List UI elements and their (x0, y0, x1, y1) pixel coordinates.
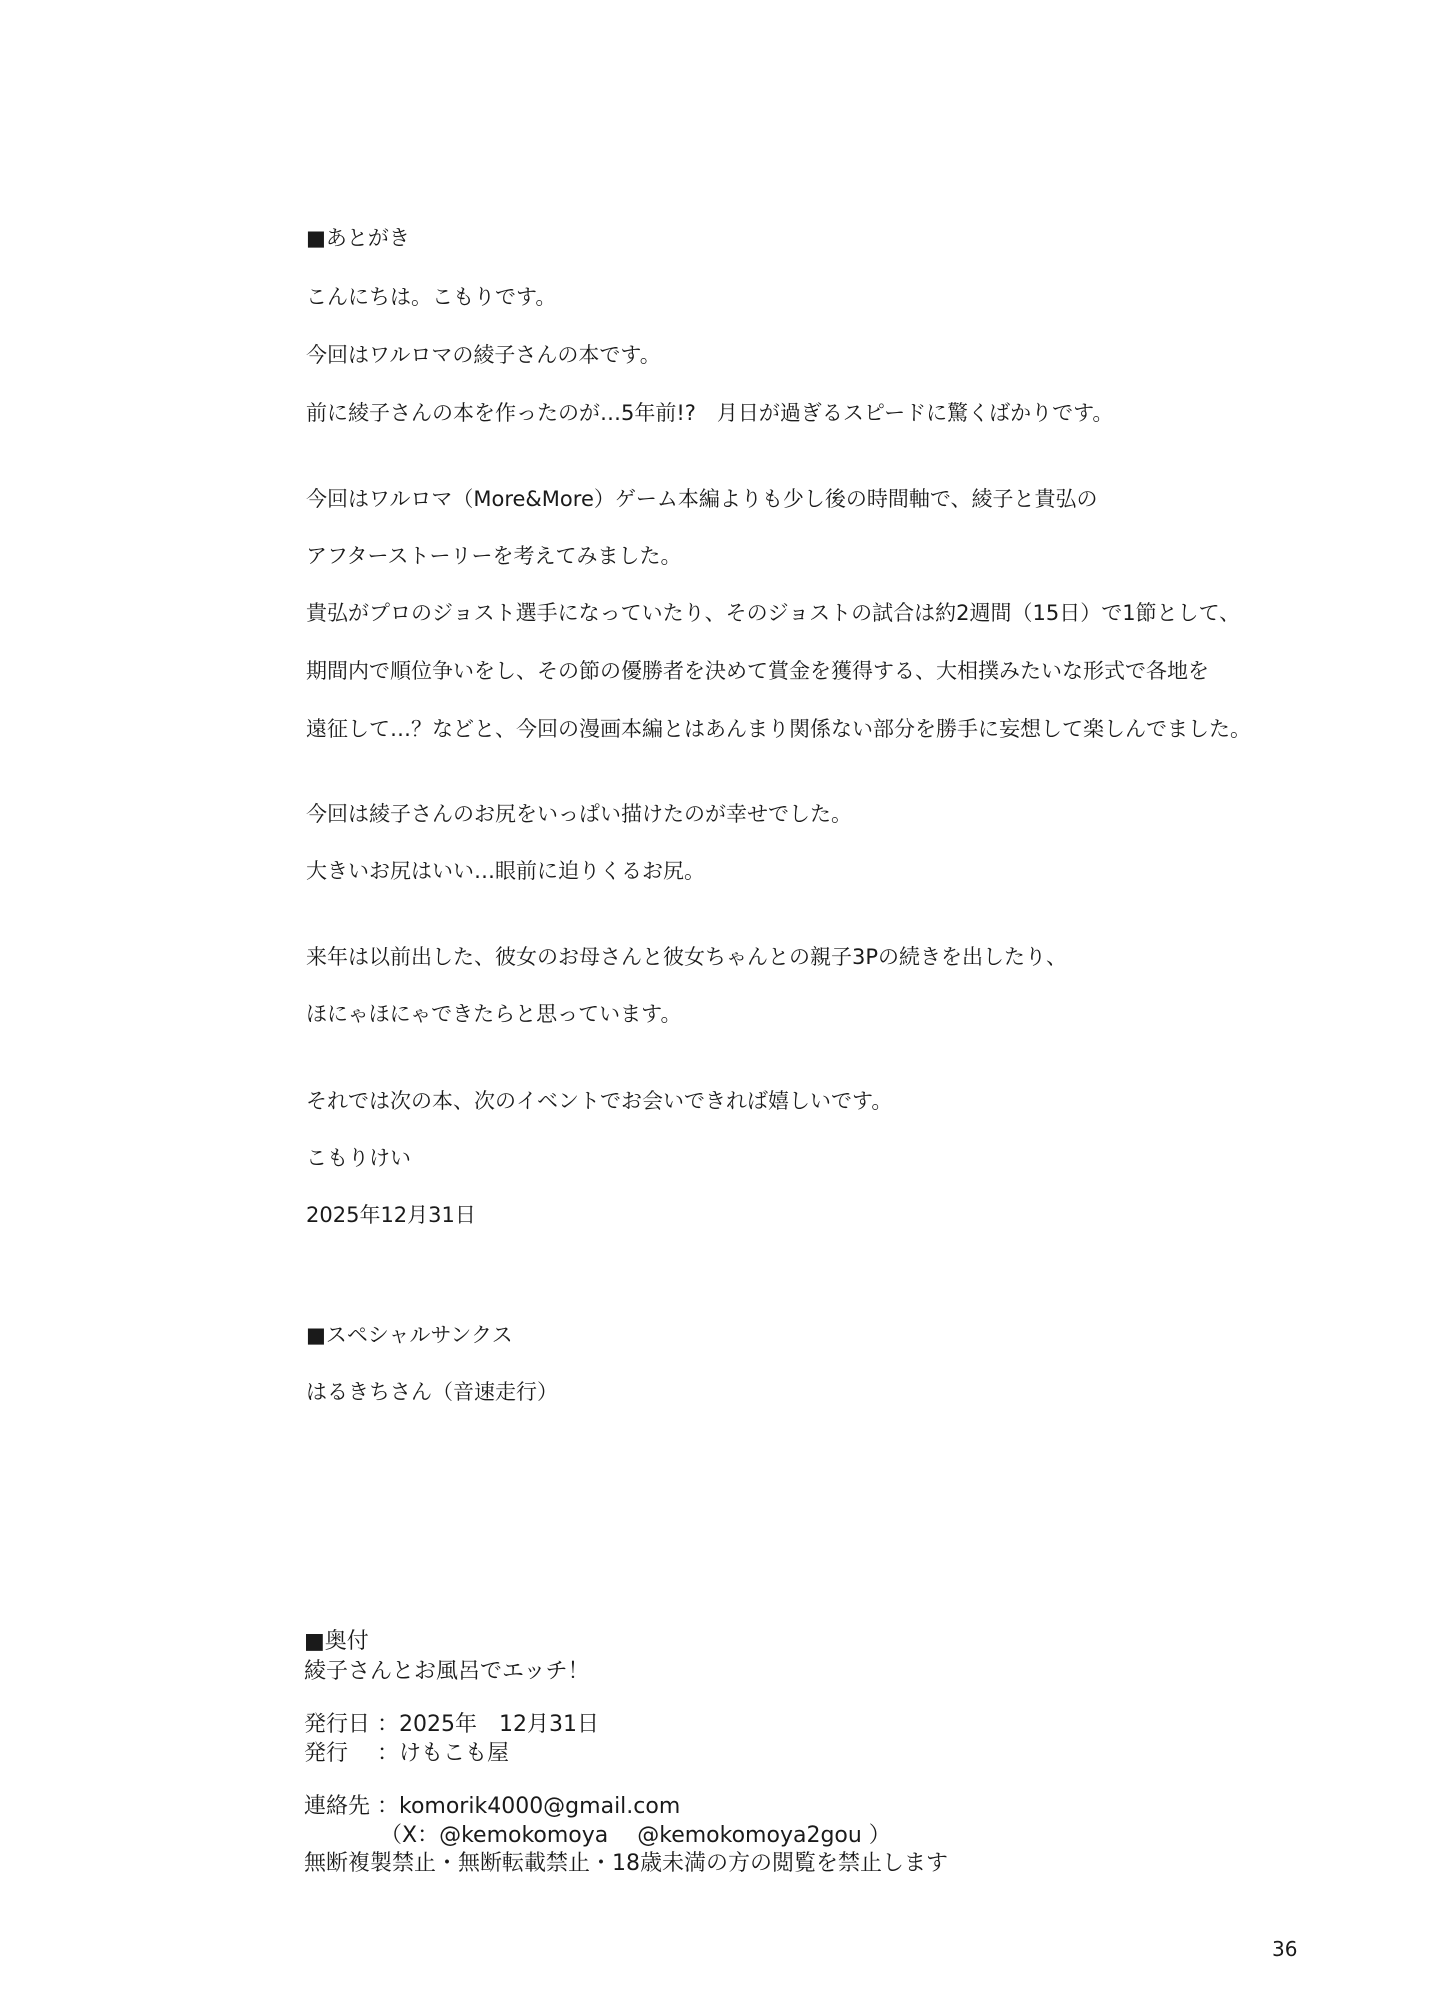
afterword-signature: こもりけい (306, 1146, 411, 1170)
afterword-line: 来年は以前出した、彼女のお母さんと彼女ちゃんとの親子3Pの続きを出したり、 (306, 945, 1068, 969)
special-thanks-name: はるきちさん（音速走行） (306, 1380, 558, 1404)
afterword-line: 今回は綾子さんのお尻をいっぱい描けたのが幸せでした。 (306, 802, 852, 826)
afterword-line: アフターストーリーを考えてみました。 (306, 544, 682, 568)
afterword-line: 貴弘がプロのジョスト選手になっていたり、そのジョストの試合は約2週間（15日）で1節として、 (306, 601, 1241, 625)
afterword-line: 期間内で順位争いをし、その節の優勝者を決めて賞金を獲得する、大相撲みたいな形式で各地を (306, 659, 1209, 683)
afterword-line: 遠征して…？などと、今回の漫画本編とはあんまり関係ない部分を勝手に妄想して楽しんでました。 (306, 717, 1251, 741)
colophon-heading: ■奥付 (304, 1629, 369, 1654)
colophon-contact: 連絡先 ：komorik4000@gmail.com (304, 1794, 681, 1819)
colophon-title: 綾子さんとお風呂でエッチ！ (304, 1659, 590, 1684)
afterword-line: 今回はワルロマの綾子さんの本です。 (306, 343, 661, 367)
afterword-line: それでは次の本、次のイベントでお会いできれば嬉しいです。 (306, 1089, 893, 1113)
afterword-greeting: こんにちは。こもりです。 (306, 285, 557, 309)
colophon-notice: 無断複製禁止・無断転載禁止・18歳未満の方の閲覧を禁止します (304, 1851, 948, 1876)
afterword-heading: ■あとがき (306, 226, 410, 250)
special-thanks-heading: ■スペシャルサンクス (306, 1323, 513, 1347)
afterword-date: 2025年12月31日 (306, 1203, 476, 1227)
colophon-issue-date: 発行日 ：2025年 12月31日 (304, 1712, 599, 1737)
afterword-line: 今回はワルロマ（More&More）ゲーム本編よりも少し後の時間軸で、綾子と貴弘の (306, 487, 1098, 511)
afterword-line: ほにゃほにゃできたらと思っています。 (306, 1002, 682, 1026)
afterword-line: 前に綾子さんの本を作ったのが…5年前!? 月日が過ぎるスピードに驚くばかりです。 (306, 401, 1114, 425)
afterword-line: 大きいお尻はいい…眼前に迫りくるお尻。 (306, 859, 705, 883)
page-number: 36 (1272, 1937, 1298, 1961)
colophon-social: （X：@kemokomoya @kemokomoya2gou ） (380, 1823, 891, 1848)
colophon-publisher: 発行 ：けもこも屋 (304, 1741, 509, 1766)
